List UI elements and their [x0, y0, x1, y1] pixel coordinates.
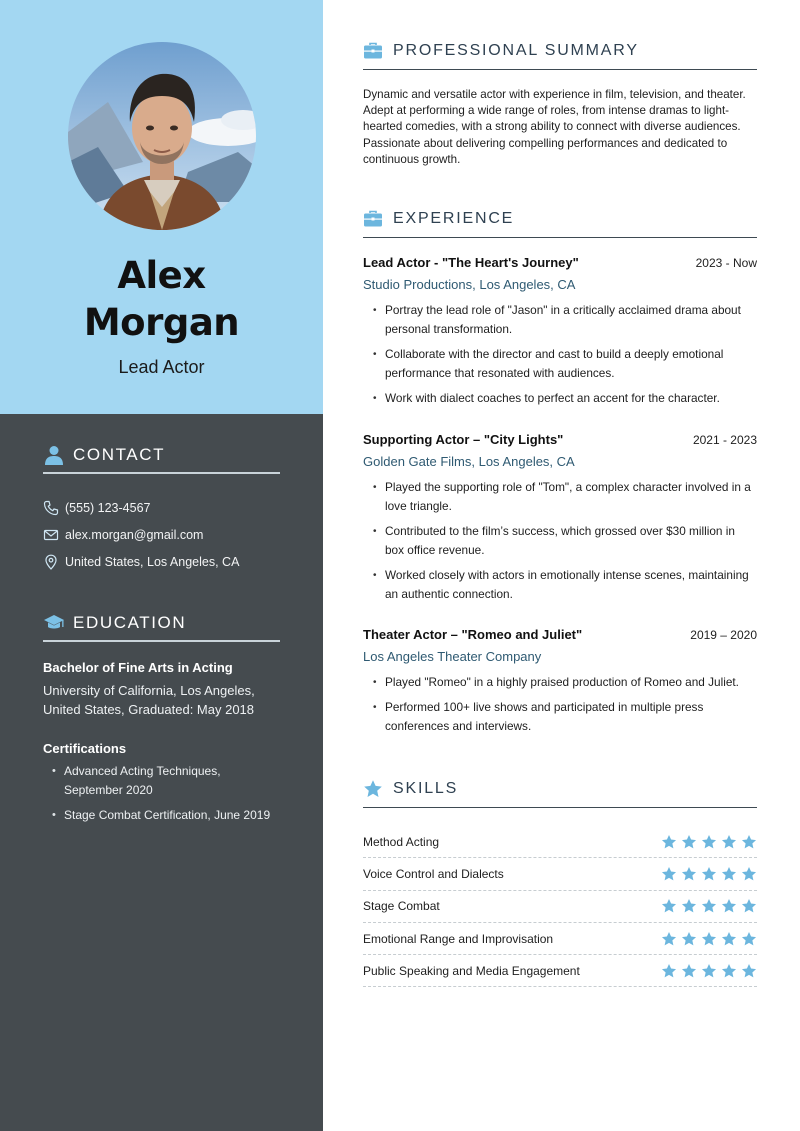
contact-phone: [43, 494, 280, 521]
education-heading-text: EDUCATION: [73, 613, 187, 632]
sidebar: [0, 0, 323, 1131]
envelope-icon: [43, 527, 59, 543]
rating-star-icon: [721, 963, 737, 979]
rating-star-icon: [721, 898, 737, 914]
summary-text: Dynamic and versatile actor with experience in film, television, and theater. Adept at performing a wide range of roles, from intense dramas to light-hearted comedies, with a strong ability to connect with diverse audiences. Passionate about delivering compelling performances and dedicated to continuous growth.: [363, 88, 746, 166]
job-bullets: [363, 478, 757, 604]
job-company: Studio Productions, Los Angeles, CA: [363, 277, 576, 292]
user-icon: [43, 444, 65, 466]
skill-name: Public Speaking and Media Engagement: [363, 963, 580, 978]
rating-star-icon: [721, 834, 737, 850]
location-text: United States, Los Angeles, CA: [65, 554, 240, 569]
rating-star-icon: [701, 963, 717, 979]
certification-item: • Advanced Acting Techniques, September 2020: [43, 762, 280, 799]
skill-rating: [661, 898, 757, 914]
rating-star-icon: [661, 834, 677, 850]
education-section: [43, 612, 280, 832]
certifications-title: Certifications: [43, 741, 127, 756]
job-entry-1: [363, 255, 757, 414]
rating-star-icon: [661, 866, 677, 882]
rating-star-icon: [701, 898, 717, 914]
job-company: Los Angeles Theater Company: [363, 649, 542, 664]
job-dates: 2021 - 2023: [692, 433, 757, 447]
rating-star-icon: [661, 898, 677, 914]
rating-star-icon: [741, 866, 757, 882]
email-address[interactable]: alex.morgan@gmail.com: [65, 527, 204, 542]
school-line-2: United States, Graduated: May 2018: [43, 702, 255, 717]
skill-name: Emotional Range and Improvisation: [363, 931, 554, 946]
certifications-list: [43, 762, 280, 825]
rating-star-icon: [741, 834, 757, 850]
experience-heading: [363, 207, 757, 238]
rating-star-icon: [661, 931, 677, 947]
job-bullet: • Worked closely with actors in emotionally intense scenes, maintaining an authentic connection.: [363, 566, 757, 604]
job-bullet: • Performed 100+ live shows and participated in multiple press conferences and interviews.: [363, 698, 757, 736]
education-heading: [43, 612, 280, 642]
job-title: Lead Actor - "The Heart's Journey": [363, 255, 579, 270]
contact-heading-text: CONTACT: [73, 445, 166, 464]
job-title: Theater Actor – "Romeo and Juliet": [363, 627, 583, 642]
job-header: [363, 432, 757, 447]
rating-star-icon: [741, 931, 757, 947]
rating-star-icon: [741, 898, 757, 914]
phone-icon: [43, 500, 59, 516]
summary-heading-text: PROFESSIONAL SUMMARY: [393, 42, 639, 59]
rating-star-icon: [681, 866, 697, 882]
graduation-cap-icon: [43, 612, 65, 634]
contact-heading: [43, 444, 280, 474]
experience-section: [363, 207, 757, 238]
job-entry-2: [363, 432, 757, 610]
rating-star-icon: [721, 866, 737, 882]
candidate-title: Lead Actor: [118, 357, 205, 377]
job-bullets: [363, 301, 757, 408]
job-entry-3: [363, 627, 757, 742]
skill-rating: [661, 963, 757, 979]
job-bullet: • Played the supporting role of "Tom", a complex character involved in a love triangle.: [363, 478, 757, 516]
school-line-1: University of California, Los Angeles,: [43, 683, 255, 698]
briefcase-icon: [363, 41, 383, 61]
star-icon: [363, 779, 383, 799]
rating-star-icon: [681, 834, 697, 850]
skill-rating: [661, 834, 757, 850]
job-bullet: • Contributed to the film’s success, which grossed over $30 million in box office revenue.: [363, 522, 757, 560]
avatar: [68, 42, 256, 230]
rating-star-icon: [681, 931, 697, 947]
rating-star-icon: [661, 963, 677, 979]
job-bullet: • Portray the lead role of "Jason" in a critically acclaimed drama about personal transformation.: [363, 301, 757, 339]
skill-row: [363, 955, 757, 987]
rating-star-icon: [701, 834, 717, 850]
skill-row: [363, 858, 757, 890]
skill-rating: [661, 866, 757, 882]
skills-section: [363, 777, 757, 987]
job-bullets: [363, 673, 757, 736]
skill-name: Voice Control and Dialects: [363, 866, 504, 881]
rating-star-icon: [721, 931, 737, 947]
job-bullet: • Collaborate with the director and cast to build a deeply emotional performance that resonated with audiences.: [363, 345, 757, 383]
location-pin-icon: [43, 554, 59, 570]
job-title: Supporting Actor – "City Lights": [363, 432, 564, 447]
rating-star-icon: [741, 963, 757, 979]
skill-name: Method Acting: [363, 834, 440, 849]
rating-star-icon: [701, 866, 717, 882]
contact-section: [43, 444, 280, 575]
job-dates: 2023 - Now: [695, 256, 757, 270]
last-name: Morgan: [83, 301, 240, 344]
school-info: [43, 681, 280, 719]
candidate-name: [0, 252, 323, 346]
skills-list: [363, 826, 757, 987]
job-header: [363, 627, 757, 642]
rating-star-icon: [701, 931, 717, 947]
contact-location: [43, 548, 280, 575]
certification-item: • Stage Combat Certification, June 2019: [43, 806, 280, 825]
skill-row: [363, 826, 757, 858]
skill-rating: [661, 931, 757, 947]
skill-name: Stage Combat: [363, 899, 440, 914]
profile-header: [0, 0, 323, 414]
contact-email: [43, 521, 280, 548]
skills-heading-text: SKILLS: [393, 780, 459, 797]
job-header: [363, 255, 757, 270]
degree-title: Bachelor of Fine Arts in Acting: [43, 660, 233, 675]
summary-heading: [363, 39, 757, 70]
skill-row: [363, 891, 757, 923]
job-bullet: • Played "Romeo" in a highly praised production of Romeo and Juliet.: [363, 673, 757, 692]
contact-list: [43, 494, 280, 575]
rating-star-icon: [681, 898, 697, 914]
rating-star-icon: [681, 963, 697, 979]
phone-number[interactable]: (555) 123-4567: [65, 500, 151, 515]
first-name: Alex: [117, 254, 206, 297]
job-bullet: • Work with dialect coaches to perfect an accent for the character.: [363, 389, 757, 408]
job-company: Golden Gate Films, Los Angeles, CA: [363, 454, 575, 469]
skills-heading: [363, 777, 757, 808]
briefcase-icon: [363, 209, 383, 229]
summary-section: [363, 39, 757, 168]
skill-row: [363, 923, 757, 955]
experience-heading-text: EXPERIENCE: [393, 210, 515, 227]
job-dates: 2019 – 2020: [690, 628, 757, 642]
